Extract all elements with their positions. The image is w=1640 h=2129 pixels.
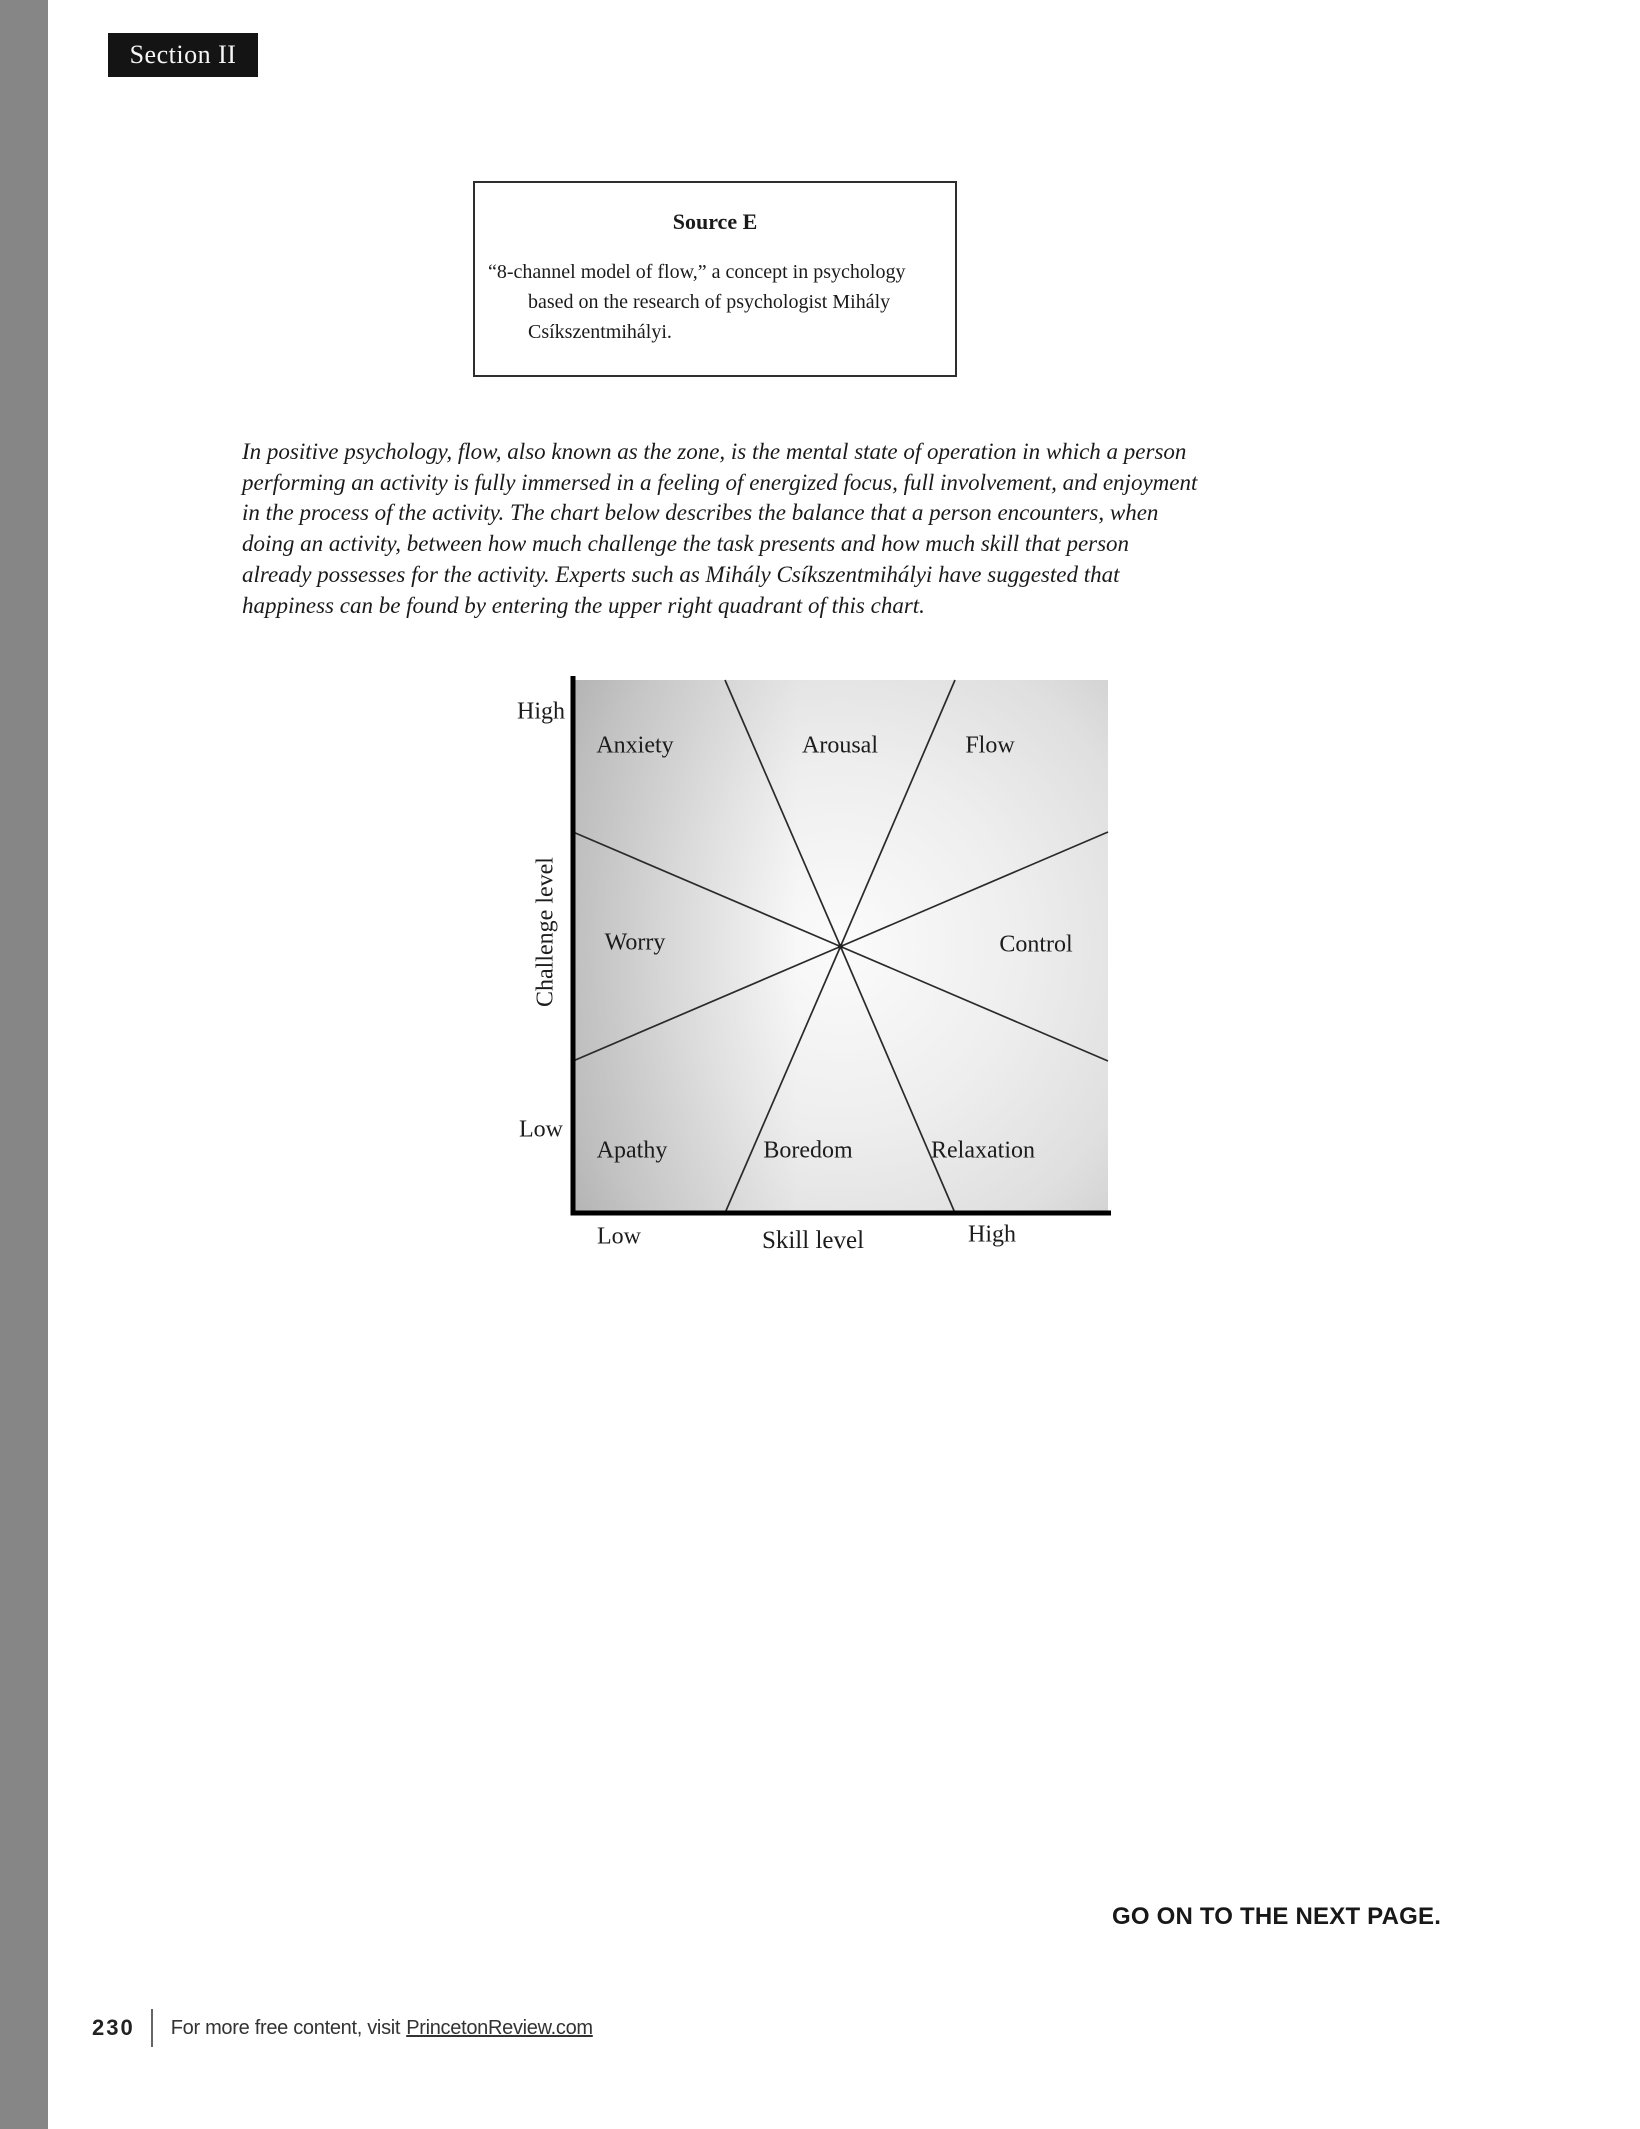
source-line: Csíkszentmihályi. (528, 321, 672, 343)
x-axis-title: Skill level (761, 1227, 865, 1254)
source-box (473, 181, 957, 377)
footer-link[interactable]: PrincetonReview.com (406, 2016, 593, 2039)
footer-divider (151, 2009, 153, 2047)
go-on-instruction: GO ON TO THE NEXT PAGE. (1112, 1903, 1442, 1930)
region-worry-label: Worry (604, 929, 666, 956)
intro-line: already possesses for the activity. Experts such as Mihály Csíkszentmihályi have suggested that (242, 561, 1120, 587)
y-axis-title: Challenge level (532, 857, 559, 1007)
region-flow-label: Flow (965, 732, 1015, 759)
source-line: based on the research of psychologist Mihály (528, 291, 891, 313)
y-axis-high-tick-label: High (517, 698, 565, 725)
section-label-badge (108, 33, 258, 77)
region-arousal-label: Arousal (802, 732, 878, 759)
source-box-text (475, 257, 955, 347)
region-relaxation-label: Relaxation (931, 1137, 1035, 1164)
page-margin-bar (0, 0, 48, 2129)
region-control-label: Control (999, 931, 1073, 958)
footer-text: For more free content, visit (170, 2016, 401, 2039)
intro-line: In positive psychology, flow, also known as the zone, is the mental state of operation in which a person (242, 439, 1187, 464)
region-anxiety-label: Anxiety (596, 732, 674, 759)
region-apathy-label: Apathy (596, 1137, 668, 1164)
source-line: “8-channel model of flow,” a concept in psychology (488, 261, 906, 283)
intro-line: doing an activity, between how much challenge the task presents and how much skill that person (242, 531, 1130, 557)
intro-line: happiness can be found by entering the upper right quadrant of this chart. (242, 592, 925, 618)
page-footer (92, 2008, 593, 2048)
section-label: Section II (129, 40, 237, 69)
chart-center-point (838, 944, 843, 949)
intro-paragraph (242, 437, 1197, 621)
intro-line: performing an activity is fully immersed in a feeling of energized focus, full involvement, and enjoyment (242, 469, 1198, 495)
page-number: 230 (92, 2015, 135, 2040)
region-boredom-label: Boredom (763, 1137, 853, 1164)
intro-line: in the process of the activity. The chart below describes the balance that a person encounters, when (242, 500, 1159, 526)
x-axis-high-tick-label: High (968, 1221, 1016, 1248)
y-axis-low-tick-label: Low (519, 1116, 563, 1143)
x-axis-low-tick-label: Low (597, 1223, 641, 1250)
source-box-title: Source E (672, 209, 758, 234)
